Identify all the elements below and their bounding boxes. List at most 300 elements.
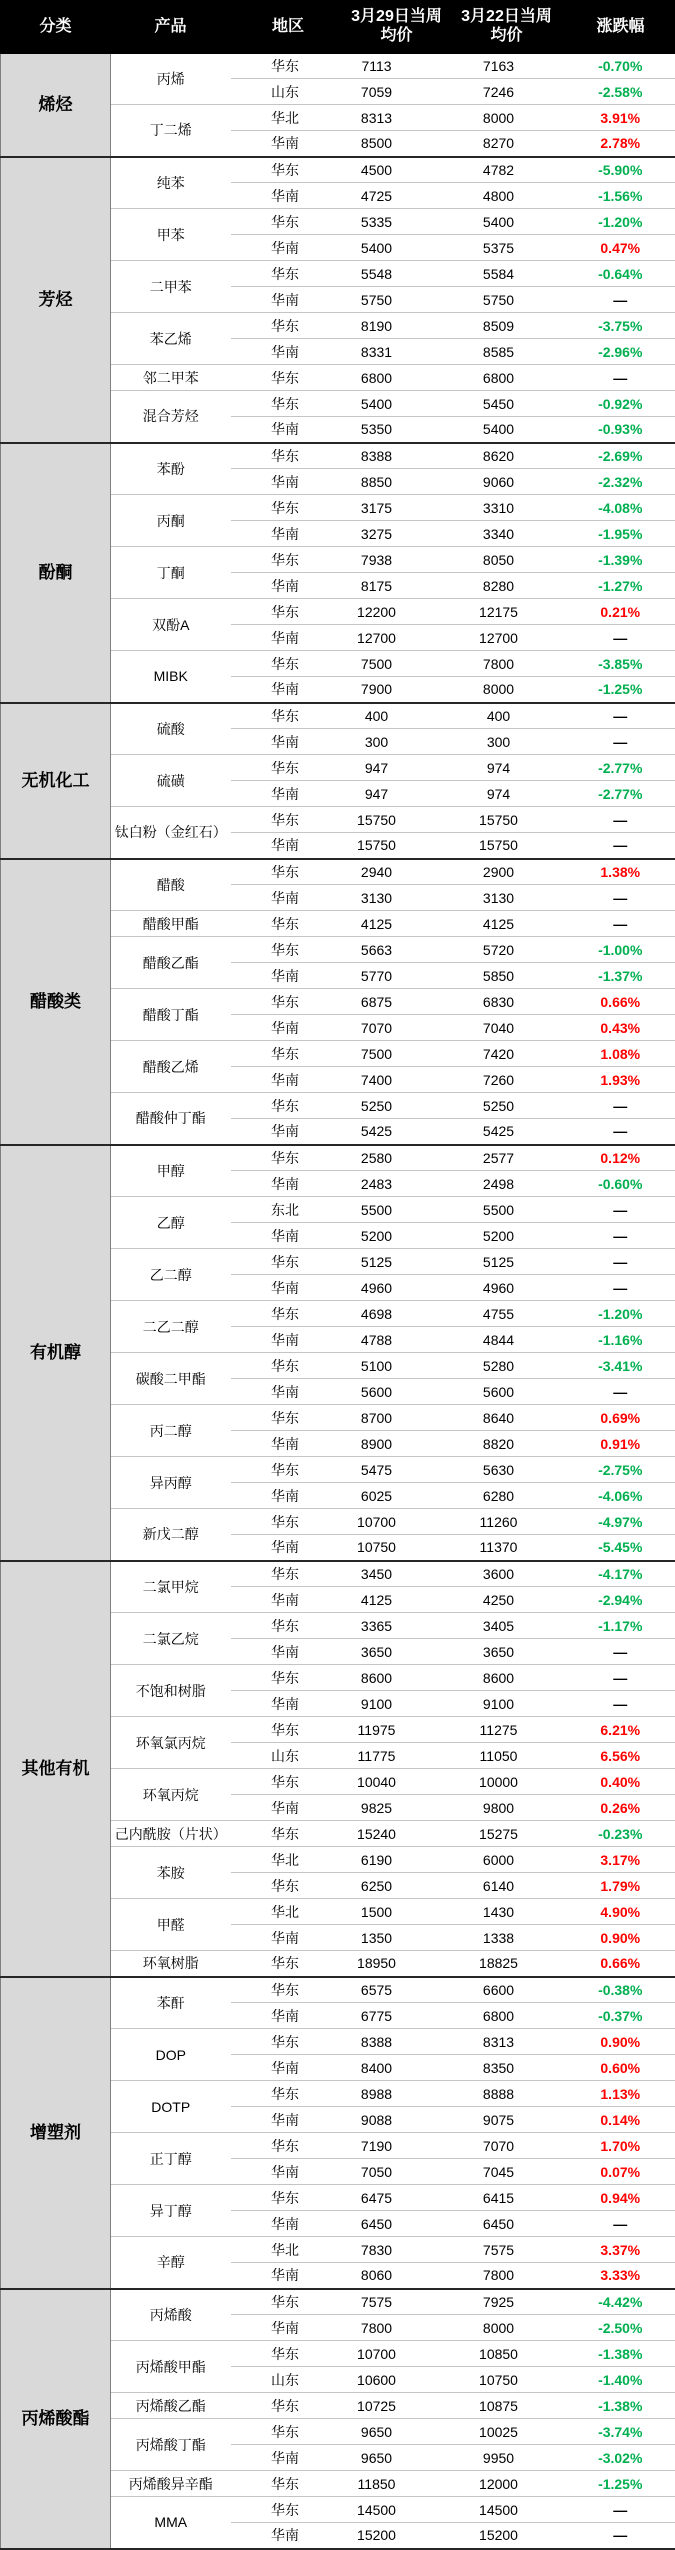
change-cell: -4.42% <box>566 2289 675 2315</box>
current-price-cell: 10725 <box>346 2393 448 2419</box>
current-price-cell: 4725 <box>346 183 448 209</box>
change-cell: 1.93% <box>566 1067 675 1093</box>
current-price-cell: 6875 <box>346 989 448 1015</box>
current-price-cell: 5770 <box>346 963 448 989</box>
region-cell: 山东 <box>231 1743 346 1769</box>
change-cell: 0.91% <box>566 1431 675 1457</box>
previous-price-cell: 7045 <box>448 2159 566 2185</box>
change-cell: 3.91% <box>566 105 675 131</box>
current-price-cell: 5400 <box>346 391 448 417</box>
current-price-cell: 400 <box>346 703 448 729</box>
region-cell: 华东 <box>231 547 346 573</box>
current-price-cell: 4125 <box>346 1587 448 1613</box>
previous-price-cell: 6140 <box>448 1873 566 1899</box>
product-cell: 硫酸 <box>111 703 231 755</box>
change-cell: 0.94% <box>566 2185 675 2211</box>
current-price-cell: 11775 <box>346 1743 448 1769</box>
change-cell: -2.58% <box>566 79 675 105</box>
current-price-cell: 2483 <box>346 1171 448 1197</box>
product-cell: 甲醛 <box>111 1899 231 1951</box>
product-cell: 丙烯 <box>111 53 231 105</box>
previous-price-cell: 8620 <box>448 443 566 469</box>
current-price-cell: 947 <box>346 755 448 781</box>
product-cell: 醋酸乙烯 <box>111 1041 231 1093</box>
previous-price-cell: 3600 <box>448 1561 566 1587</box>
product-cell: 环氧丙烷 <box>111 1769 231 1821</box>
region-cell: 华南 <box>231 1379 346 1405</box>
region-cell: 华东 <box>231 1405 346 1431</box>
product-cell: 环氧树脂 <box>111 1951 231 1977</box>
change-cell: -0.38% <box>566 1977 675 2003</box>
product-cell: 丙烯酸甲酯 <box>111 2341 231 2393</box>
previous-price-cell: 400 <box>448 703 566 729</box>
current-price-cell: 5100 <box>346 1353 448 1379</box>
previous-price-cell: 6830 <box>448 989 566 1015</box>
previous-price-cell: 5720 <box>448 937 566 963</box>
change-cell: 3.37% <box>566 2237 675 2263</box>
current-price-cell: 1500 <box>346 1899 448 1925</box>
previous-price-cell: 5750 <box>448 287 566 313</box>
previous-price-cell: 1430 <box>448 1899 566 1925</box>
change-cell: 1.70% <box>566 2133 675 2159</box>
product-cell: 丙烯酸异辛酯 <box>111 2471 231 2497</box>
change-cell: -4.17% <box>566 1561 675 1587</box>
previous-price-cell: 5630 <box>448 1457 566 1483</box>
table-header <box>1 1 675 53</box>
current-price-cell: 6450 <box>346 2211 448 2237</box>
current-price-cell: 6800 <box>346 365 448 391</box>
region-cell: 华东 <box>231 2497 346 2523</box>
change-cell: -0.23% <box>566 1821 675 1847</box>
change-cell: -1.17% <box>566 1613 675 1639</box>
current-price-cell: 7059 <box>346 79 448 105</box>
current-price-cell: 9650 <box>346 2445 448 2471</box>
previous-price-cell: 5400 <box>448 417 566 443</box>
current-price-cell: 6250 <box>346 1873 448 1899</box>
previous-price-cell: 7800 <box>448 651 566 677</box>
current-price-cell: 6190 <box>346 1847 448 1873</box>
previous-price-cell: 6000 <box>448 1847 566 1873</box>
region-cell: 华东 <box>231 365 346 391</box>
previous-price-cell: 15750 <box>448 833 566 859</box>
change-cell: 0.26% <box>566 1795 675 1821</box>
header-current-avg: 3月29日当周 均价 <box>346 1 448 53</box>
change-cell: — <box>566 2497 675 2523</box>
change-cell: 0.90% <box>566 1925 675 1951</box>
product-cell: 乙二醇 <box>111 1249 231 1301</box>
region-cell: 华南 <box>231 781 346 807</box>
current-price-cell: 1350 <box>346 1925 448 1951</box>
table-row <box>1 1977 675 2003</box>
change-cell: -2.69% <box>566 443 675 469</box>
change-cell: 0.66% <box>566 989 675 1015</box>
change-cell: -2.77% <box>566 755 675 781</box>
current-price-cell: 18950 <box>346 1951 448 1977</box>
region-cell: 华东 <box>231 937 346 963</box>
change-cell: — <box>566 911 675 937</box>
previous-price-cell: 5400 <box>448 209 566 235</box>
previous-price-cell: 10875 <box>448 2393 566 2419</box>
change-cell: — <box>566 1639 675 1665</box>
previous-price-cell: 8350 <box>448 2055 566 2081</box>
table-row <box>1 157 675 183</box>
change-cell: -3.02% <box>566 2445 675 2471</box>
previous-price-cell: 15200 <box>448 2523 566 2549</box>
previous-price-cell: 6800 <box>448 2003 566 2029</box>
previous-price-cell: 7040 <box>448 1015 566 1041</box>
product-cell: 己内酰胺（片状） <box>111 1821 231 1847</box>
previous-price-cell: 3405 <box>448 1613 566 1639</box>
current-price-cell: 9100 <box>346 1691 448 1717</box>
product-cell: DOTP <box>111 2081 231 2133</box>
region-cell: 华北 <box>231 1847 346 1873</box>
region-cell: 华东 <box>231 1041 346 1067</box>
current-price-cell: 6025 <box>346 1483 448 1509</box>
product-cell: MIBK <box>111 651 231 703</box>
previous-price-cell: 5500 <box>448 1197 566 1223</box>
region-cell: 华东 <box>231 1457 346 1483</box>
previous-price-cell: 974 <box>448 781 566 807</box>
current-price-cell: 8700 <box>346 1405 448 1431</box>
change-cell: — <box>566 365 675 391</box>
category-cell: 醋酸类 <box>1 859 111 1145</box>
product-cell: 醋酸甲酯 <box>111 911 231 937</box>
previous-price-cell: 6800 <box>448 365 566 391</box>
header-region: 地区 <box>231 1 346 53</box>
current-price-cell: 8388 <box>346 2029 448 2055</box>
current-price-cell: 8331 <box>346 339 448 365</box>
region-cell: 华东 <box>231 1951 346 1977</box>
previous-price-cell: 5425 <box>448 1119 566 1145</box>
region-cell: 华南 <box>231 833 346 859</box>
region-cell: 华南 <box>231 2107 346 2133</box>
current-price-cell: 6575 <box>346 1977 448 2003</box>
region-cell: 华东 <box>231 755 346 781</box>
previous-price-cell: 15750 <box>448 807 566 833</box>
region-cell: 华东 <box>231 209 346 235</box>
region-cell: 华南 <box>231 183 346 209</box>
table-row <box>1 443 675 469</box>
change-cell: 1.79% <box>566 1873 675 1899</box>
change-cell: 0.60% <box>566 2055 675 2081</box>
change-cell: -0.92% <box>566 391 675 417</box>
change-cell: -2.77% <box>566 781 675 807</box>
change-cell: 4.90% <box>566 1899 675 1925</box>
change-cell: -1.38% <box>566 2393 675 2419</box>
current-price-cell: 4125 <box>346 911 448 937</box>
change-cell: -1.27% <box>566 573 675 599</box>
change-cell: — <box>566 1665 675 1691</box>
region-cell: 华东 <box>231 807 346 833</box>
product-cell: 二乙二醇 <box>111 1301 231 1353</box>
region-cell: 华南 <box>231 2523 346 2549</box>
change-cell: — <box>566 1379 675 1405</box>
change-cell: -0.70% <box>566 53 675 79</box>
change-cell: -4.06% <box>566 1483 675 1509</box>
region-cell: 华南 <box>231 2315 346 2341</box>
product-cell: MMA <box>111 2497 231 2549</box>
change-cell: -1.25% <box>566 2471 675 2497</box>
current-price-cell: 5250 <box>346 1093 448 1119</box>
product-cell: 醋酸 <box>111 859 231 911</box>
product-cell: DOP <box>111 2029 231 2081</box>
current-price-cell: 5500 <box>346 1197 448 1223</box>
previous-price-cell: 974 <box>448 755 566 781</box>
current-price-cell: 8313 <box>346 105 448 131</box>
product-cell: 钛白粉（金红石） <box>111 807 231 859</box>
region-cell: 华南 <box>231 235 346 261</box>
previous-price-cell: 6600 <box>448 1977 566 2003</box>
product-cell: 异丙醇 <box>111 1457 231 1509</box>
change-cell: 0.12% <box>566 1145 675 1171</box>
region-cell: 华南 <box>231 1795 346 1821</box>
change-cell: — <box>566 625 675 651</box>
current-price-cell: 10700 <box>346 2341 448 2367</box>
region-cell: 华南 <box>231 131 346 157</box>
region-cell: 华南 <box>231 469 346 495</box>
change-cell: -1.95% <box>566 521 675 547</box>
current-price-cell: 12700 <box>346 625 448 651</box>
change-cell: -0.37% <box>566 2003 675 2029</box>
product-cell: 二氯乙烷 <box>111 1613 231 1665</box>
current-price-cell: 5750 <box>346 287 448 313</box>
change-cell: -1.38% <box>566 2341 675 2367</box>
current-price-cell: 9088 <box>346 2107 448 2133</box>
previous-price-cell: 11370 <box>448 1535 566 1561</box>
region-cell: 华南 <box>231 1275 346 1301</box>
current-price-cell: 11975 <box>346 1717 448 1743</box>
previous-price-cell: 11050 <box>448 1743 566 1769</box>
region-cell: 华东 <box>231 261 346 287</box>
previous-price-cell: 5200 <box>448 1223 566 1249</box>
change-cell: 0.40% <box>566 1769 675 1795</box>
previous-price-cell: 7246 <box>448 79 566 105</box>
previous-price-cell: 10025 <box>448 2419 566 2445</box>
region-cell: 华南 <box>231 1327 346 1353</box>
change-cell: 2.78% <box>566 131 675 157</box>
change-cell: -2.96% <box>566 339 675 365</box>
current-price-cell: 7400 <box>346 1067 448 1093</box>
current-price-cell: 5475 <box>346 1457 448 1483</box>
change-cell: -0.60% <box>566 1171 675 1197</box>
previous-price-cell: 4755 <box>448 1301 566 1327</box>
current-price-cell: 5335 <box>346 209 448 235</box>
table-row <box>1 1145 675 1171</box>
previous-price-cell: 6280 <box>448 1483 566 1509</box>
change-cell: 0.69% <box>566 1405 675 1431</box>
product-cell: 纯苯 <box>111 157 231 209</box>
change-cell: — <box>566 1249 675 1275</box>
change-cell: — <box>566 1691 675 1717</box>
region-cell: 华东 <box>231 1093 346 1119</box>
region-cell: 华南 <box>231 2003 346 2029</box>
region-cell: 华东 <box>231 2341 346 2367</box>
previous-price-cell: 8585 <box>448 339 566 365</box>
region-cell: 山东 <box>231 79 346 105</box>
change-cell: 0.47% <box>566 235 675 261</box>
region-cell: 华南 <box>231 1119 346 1145</box>
region-cell: 华东 <box>231 2133 346 2159</box>
region-cell: 华北 <box>231 2237 346 2263</box>
category-cell: 烯烃 <box>1 53 111 157</box>
region-cell: 华东 <box>231 989 346 1015</box>
change-cell: -2.75% <box>566 1457 675 1483</box>
previous-price-cell: 9060 <box>448 469 566 495</box>
change-cell: -1.16% <box>566 1327 675 1353</box>
change-cell: -3.74% <box>566 2419 675 2445</box>
change-cell: — <box>566 1197 675 1223</box>
previous-price-cell: 7925 <box>448 2289 566 2315</box>
previous-price-cell: 300 <box>448 729 566 755</box>
product-cell: 苯乙烯 <box>111 313 231 365</box>
change-cell: -1.20% <box>566 1301 675 1327</box>
previous-price-cell: 11275 <box>448 1717 566 1743</box>
previous-price-cell: 8640 <box>448 1405 566 1431</box>
table-row <box>1 1561 675 1587</box>
change-cell: -5.45% <box>566 1535 675 1561</box>
table-row <box>1 703 675 729</box>
previous-price-cell: 6415 <box>448 2185 566 2211</box>
previous-price-cell: 8313 <box>448 2029 566 2055</box>
previous-price-cell: 7260 <box>448 1067 566 1093</box>
previous-price-cell: 4782 <box>448 157 566 183</box>
change-cell: -3.85% <box>566 651 675 677</box>
previous-price-cell: 2498 <box>448 1171 566 1197</box>
region-cell: 华东 <box>231 1665 346 1691</box>
current-price-cell: 3365 <box>346 1613 448 1639</box>
change-cell: 6.56% <box>566 1743 675 1769</box>
region-cell: 华东 <box>231 2185 346 2211</box>
current-price-cell: 4500 <box>346 157 448 183</box>
current-price-cell: 6475 <box>346 2185 448 2211</box>
current-price-cell: 4788 <box>346 1327 448 1353</box>
change-cell: — <box>566 2523 675 2549</box>
previous-price-cell: 7163 <box>448 53 566 79</box>
product-cell: 甲醇 <box>111 1145 231 1197</box>
previous-price-cell: 2900 <box>448 859 566 885</box>
previous-price-cell: 5375 <box>448 235 566 261</box>
current-price-cell: 3275 <box>346 521 448 547</box>
change-cell: -1.00% <box>566 937 675 963</box>
change-cell: 3.33% <box>566 2263 675 2289</box>
change-cell: -1.20% <box>566 209 675 235</box>
previous-price-cell: 10000 <box>448 1769 566 1795</box>
product-cell: 乙醇 <box>111 1197 231 1249</box>
current-price-cell: 8900 <box>346 1431 448 1457</box>
current-price-cell: 15750 <box>346 807 448 833</box>
category-cell: 无机化工 <box>1 703 111 859</box>
current-price-cell: 7500 <box>346 651 448 677</box>
header-row <box>1 1 675 53</box>
previous-price-cell: 1338 <box>448 1925 566 1951</box>
product-cell: 苯胺 <box>111 1847 231 1899</box>
change-cell: — <box>566 1223 675 1249</box>
change-cell: -1.25% <box>566 677 675 703</box>
previous-price-cell: 3130 <box>448 885 566 911</box>
change-cell: — <box>566 833 675 859</box>
category-cell: 增塑剂 <box>1 1977 111 2289</box>
current-price-cell: 3130 <box>346 885 448 911</box>
region-cell: 华东 <box>231 443 346 469</box>
current-price-cell: 5548 <box>346 261 448 287</box>
current-price-cell: 5663 <box>346 937 448 963</box>
current-price-cell: 4960 <box>346 1275 448 1301</box>
current-price-cell: 5425 <box>346 1119 448 1145</box>
region-cell: 华东 <box>231 1249 346 1275</box>
previous-price-cell: 18825 <box>448 1951 566 1977</box>
category-cell: 酚酮 <box>1 443 111 703</box>
previous-price-cell: 4960 <box>448 1275 566 1301</box>
previous-price-cell: 8270 <box>448 131 566 157</box>
current-price-cell: 9825 <box>346 1795 448 1821</box>
product-cell: 醋酸乙酯 <box>111 937 231 989</box>
previous-price-cell: 9950 <box>448 2445 566 2471</box>
product-cell: 苯酚 <box>111 443 231 495</box>
region-cell: 华东 <box>231 391 346 417</box>
region-cell: 华南 <box>231 2159 346 2185</box>
header-previous-avg: 3月22日当周 均价 <box>448 1 566 53</box>
region-cell: 华东 <box>231 157 346 183</box>
current-price-cell: 7575 <box>346 2289 448 2315</box>
region-cell: 华东 <box>231 1873 346 1899</box>
current-price-cell: 7190 <box>346 2133 448 2159</box>
previous-price-cell: 6450 <box>448 2211 566 2237</box>
previous-price-cell: 2577 <box>448 1145 566 1171</box>
product-cell: 丙二醇 <box>111 1405 231 1457</box>
region-cell: 华南 <box>231 1223 346 1249</box>
change-cell: 6.21% <box>566 1717 675 1743</box>
region-cell: 华东 <box>231 1301 346 1327</box>
region-cell: 华东 <box>231 2029 346 2055</box>
current-price-cell: 947 <box>346 781 448 807</box>
current-price-cell: 12200 <box>346 599 448 625</box>
previous-price-cell: 3650 <box>448 1639 566 1665</box>
previous-price-cell: 12700 <box>448 625 566 651</box>
region-cell: 华北 <box>231 105 346 131</box>
previous-price-cell: 9800 <box>448 1795 566 1821</box>
change-cell: 1.13% <box>566 2081 675 2107</box>
product-cell: 硫磺 <box>111 755 231 807</box>
region-cell: 华南 <box>231 2055 346 2081</box>
table-body <box>1 53 675 2549</box>
product-cell: 邻二甲苯 <box>111 365 231 391</box>
change-cell: 0.66% <box>566 1951 675 1977</box>
previous-price-cell: 5600 <box>448 1379 566 1405</box>
region-cell: 华南 <box>231 573 346 599</box>
change-cell: -4.97% <box>566 1509 675 1535</box>
header-category: 分类 <box>1 1 111 53</box>
current-price-cell: 7113 <box>346 53 448 79</box>
previous-price-cell: 10850 <box>448 2341 566 2367</box>
previous-price-cell: 5125 <box>448 1249 566 1275</box>
change-cell: -3.41% <box>566 1353 675 1379</box>
change-cell: -5.90% <box>566 157 675 183</box>
current-price-cell: 10750 <box>346 1535 448 1561</box>
change-cell: 0.14% <box>566 2107 675 2133</box>
current-price-cell: 7830 <box>346 2237 448 2263</box>
current-price-cell: 8500 <box>346 131 448 157</box>
change-cell: -1.40% <box>566 2367 675 2393</box>
product-cell: 甲苯 <box>111 209 231 261</box>
product-cell: 双酚A <box>111 599 231 651</box>
current-price-cell: 8175 <box>346 573 448 599</box>
product-cell: 苯酐 <box>111 1977 231 2029</box>
product-cell: 正丁醇 <box>111 2133 231 2185</box>
product-cell: 丙烯酸乙酯 <box>111 2393 231 2419</box>
region-cell: 华东 <box>231 1145 346 1171</box>
region-cell: 华南 <box>231 1483 346 1509</box>
region-cell: 华东 <box>231 495 346 521</box>
